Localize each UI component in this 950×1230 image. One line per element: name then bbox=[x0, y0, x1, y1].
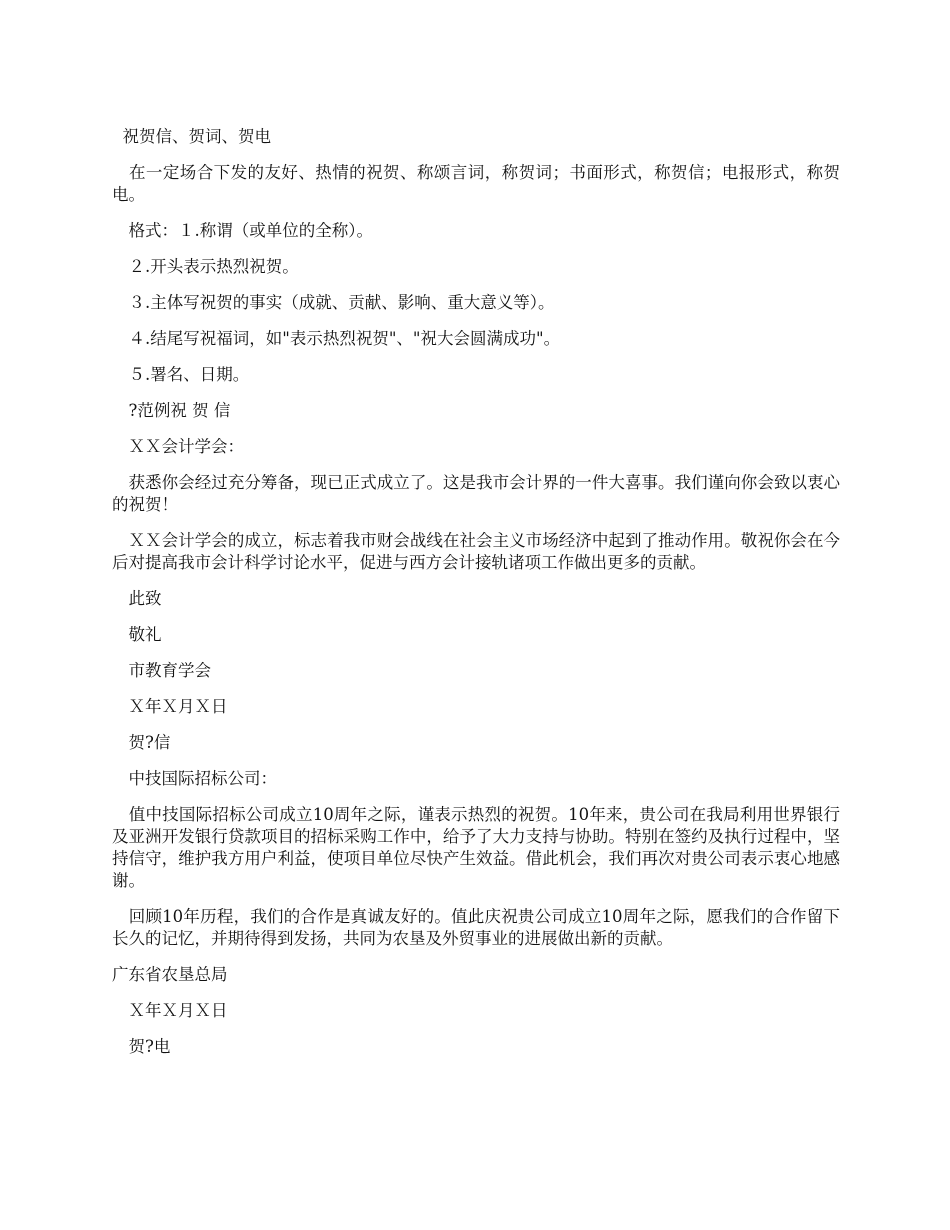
letter2-body-1: 值中技国际招标公司成立10周年之际，谨表示热烈的祝贺。10年来，贵公司在我局利用世界银行及亚洲开发银行贷款项目的招标采购工作中，给予了大力支持与协助。特别在签约及执行过程中，坚持信守，维护我方用户利益，使项目单位尽快产生效益。借此机会，我们再次对贵公司表示衷心地感谢。 bbox=[112, 805, 840, 890]
letter1-body-2: ＸＸ会计学会的成立，标志着我市财会战线在社会主义市场经济中起到了推动作用。敬祝你会在今后对提高我市会计科学讨论水平，促进与西方会计接轨诸项工作做出更多的贡献。 bbox=[112, 531, 840, 572]
letter2-body-2: 回顾10年历程，我们的合作是真诚友好的。值此庆祝贵公司成立10周年之际，愿我们的合作留下长久的记忆，并期待得到发扬，共同为农垦及外贸事业的进展做出新的贡献。 bbox=[112, 907, 840, 948]
letter2-heading: 贺?信 bbox=[112, 733, 171, 752]
letter2-signature: 广东省农垦总局 bbox=[112, 965, 228, 984]
document-body bbox=[112, 126, 840, 1072]
example-heading: ?范例祝 贺 信 bbox=[112, 401, 231, 420]
definition-paragraph: 在一定场合下发的友好、热情的祝贺、称颂言词，称贺词；书面形式，称贺信；电报形式，称贺电。 bbox=[112, 163, 840, 204]
letter1-date: Ｘ年Ｘ月Ｘ日 bbox=[112, 697, 228, 716]
format-item-1: 格式：１.称谓（或单位的全称）。 bbox=[112, 221, 373, 240]
letter2-date: Ｘ年Ｘ月Ｘ日 bbox=[112, 1001, 228, 1020]
letter1-closing-2: 敬礼 bbox=[112, 625, 162, 644]
letter1-salutation: ＸＸ会计学会： bbox=[112, 437, 244, 456]
doc-title: 祝贺信、贺词、贺电 bbox=[112, 127, 271, 146]
format-item-4: ４.结尾写祝福词，如"表示热烈祝贺"、"祝大会圆满成功"。 bbox=[112, 329, 561, 348]
letter1-closing-1: 此致 bbox=[112, 589, 162, 608]
letter2-salutation: 中技国际招标公司： bbox=[112, 769, 277, 788]
format-item-3: ３.主体写祝贺的事实（成就、贡献、影响、重大意义等）。 bbox=[112, 293, 555, 312]
format-item-2: ２.开头表示热烈祝贺。 bbox=[112, 257, 299, 276]
format-item-5: ５.署名、日期。 bbox=[112, 365, 250, 384]
letter1-body-1: 获悉你会经过充分筹备，现已正式成立了。这是我市会计界的一件大喜事。我们谨向你会致以衷心的祝贺！ bbox=[112, 473, 840, 514]
letter1-signature: 市教育学会 bbox=[112, 661, 211, 680]
telegram-heading: 贺?电 bbox=[112, 1037, 171, 1056]
